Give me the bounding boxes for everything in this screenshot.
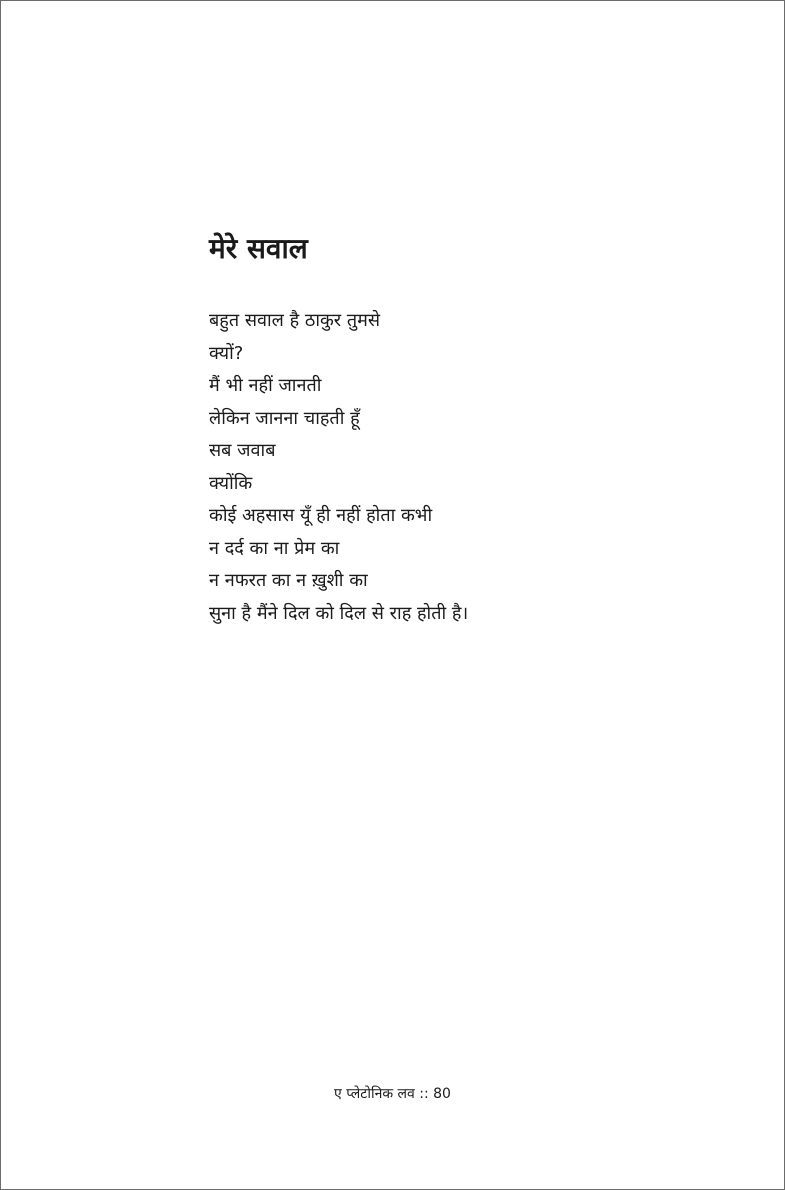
poem-line: क्योंकि <box>209 472 253 494</box>
poem-title: मेरे सवाल <box>209 232 308 265</box>
poem-line: सब जवाब <box>209 440 276 461</box>
poem-line: क्यों? <box>209 342 244 364</box>
poem-line: न नफरत का न ख़ुशी का <box>209 570 368 591</box>
page-footer: ए प्लेटोनिक लव :: 80 <box>334 1086 451 1102</box>
poem-line: मैं भी नहीं जानती <box>209 375 322 396</box>
poem-body <box>209 305 468 630</box>
poem-line: सुना है मैंने दिल को दिल से राह होती है। <box>209 602 469 624</box>
poem-line: बहुत सवाल है ठाकुर तुमसे <box>209 310 381 331</box>
poem-line: न दर्द का ना प्रेम का <box>209 537 340 559</box>
poem-line: कोई अहसास यूँ ही नहीं होता कभी <box>209 505 433 526</box>
poem-line: लेकिन जानना चाहती हूँ <box>209 407 360 429</box>
